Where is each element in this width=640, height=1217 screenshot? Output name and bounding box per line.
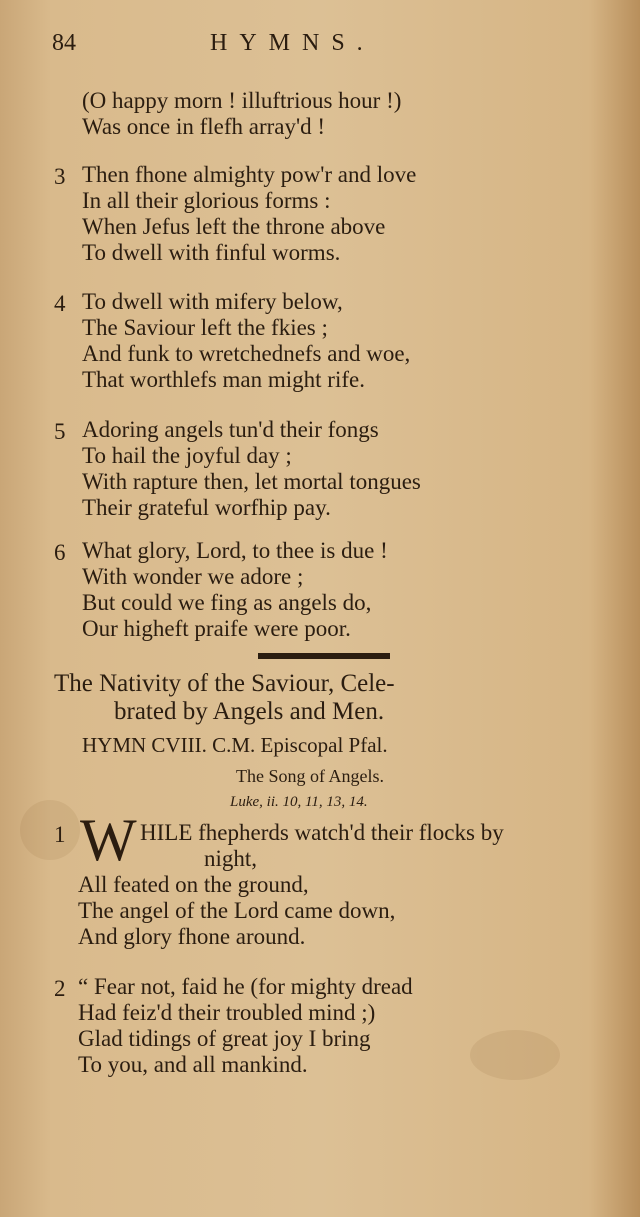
running-header: HYMNS.	[210, 30, 375, 56]
scripture-reference: Luke, ii. 10, 11, 13, 14.	[230, 794, 368, 810]
verse-line: And glory fhone around.	[78, 924, 306, 949]
verse-line: Glad tidings of great joy I bring	[78, 1026, 371, 1051]
verse-line: Was once in flefh array'd !	[82, 114, 326, 139]
verse-line: All feated on the ground,	[78, 872, 309, 897]
hymn-heading: The Nativity of the Saviour, Cele-	[54, 670, 395, 697]
verse-line: HILE fhepherds watch'd their flocks by	[140, 820, 504, 845]
verse-line: What glory, Lord, to thee is due !	[82, 538, 388, 563]
verse-line: To hail the joyful day ;	[82, 443, 292, 468]
drop-cap: W	[80, 807, 137, 873]
verse-line: Our higheft praife were poor.	[82, 616, 351, 641]
hymn-number: HYMN CVIII. C.M. Episcopal Pfal.	[82, 733, 388, 757]
stanza-number: 5	[54, 419, 66, 444]
verse-line: To dwell with finful worms.	[82, 240, 341, 265]
verse-line: With wonder we adore ;	[82, 564, 304, 589]
section-divider	[258, 653, 390, 659]
verse-line: Their grateful worfhip pay.	[82, 495, 331, 520]
verse-line: To you, and all mankind.	[78, 1052, 308, 1077]
stanza-number: 6	[54, 540, 66, 565]
verse-line: (O happy morn ! illuftrious hour !)	[82, 88, 402, 113]
verse-line: Then fhone almighty pow'r and love	[82, 162, 417, 187]
verse-line: night,	[204, 846, 258, 871]
verse-line: Adoring angels tun'd their fongs	[82, 417, 379, 442]
hymn-heading: brated by Angels and Men.	[114, 698, 385, 725]
verse-line: But could we fing as angels do,	[82, 590, 372, 615]
verse-line: “ Fear not, faid he (for mighty dread	[78, 974, 413, 999]
verse-line: The angel of the Lord came down,	[78, 898, 396, 923]
verse-line: When Jefus left the throne above	[82, 214, 386, 239]
verse-line: Had feiz'd their troubled mind ;)	[78, 1000, 376, 1025]
verse-line: With rapture then, let mortal tongues	[82, 469, 421, 494]
stanza-number: 2	[54, 976, 66, 1001]
stanza-number: 1	[54, 822, 66, 847]
stanza-number: 3	[54, 164, 66, 189]
verse-line: And funk to wretchednefs and woe,	[82, 341, 411, 366]
verse-line: To dwell with mifery below,	[82, 289, 343, 314]
verse-line: The Saviour left the fkies ;	[82, 315, 328, 340]
page-stain	[20, 800, 80, 860]
hymn-subtitle: The Song of Angels.	[236, 766, 384, 786]
stanza-number: 4	[54, 291, 66, 316]
page-number: 84	[52, 30, 76, 56]
page-stain	[470, 1030, 560, 1080]
verse-line: In all their glorious forms :	[82, 188, 331, 213]
verse-line: That worthlefs man might rife.	[82, 367, 365, 392]
